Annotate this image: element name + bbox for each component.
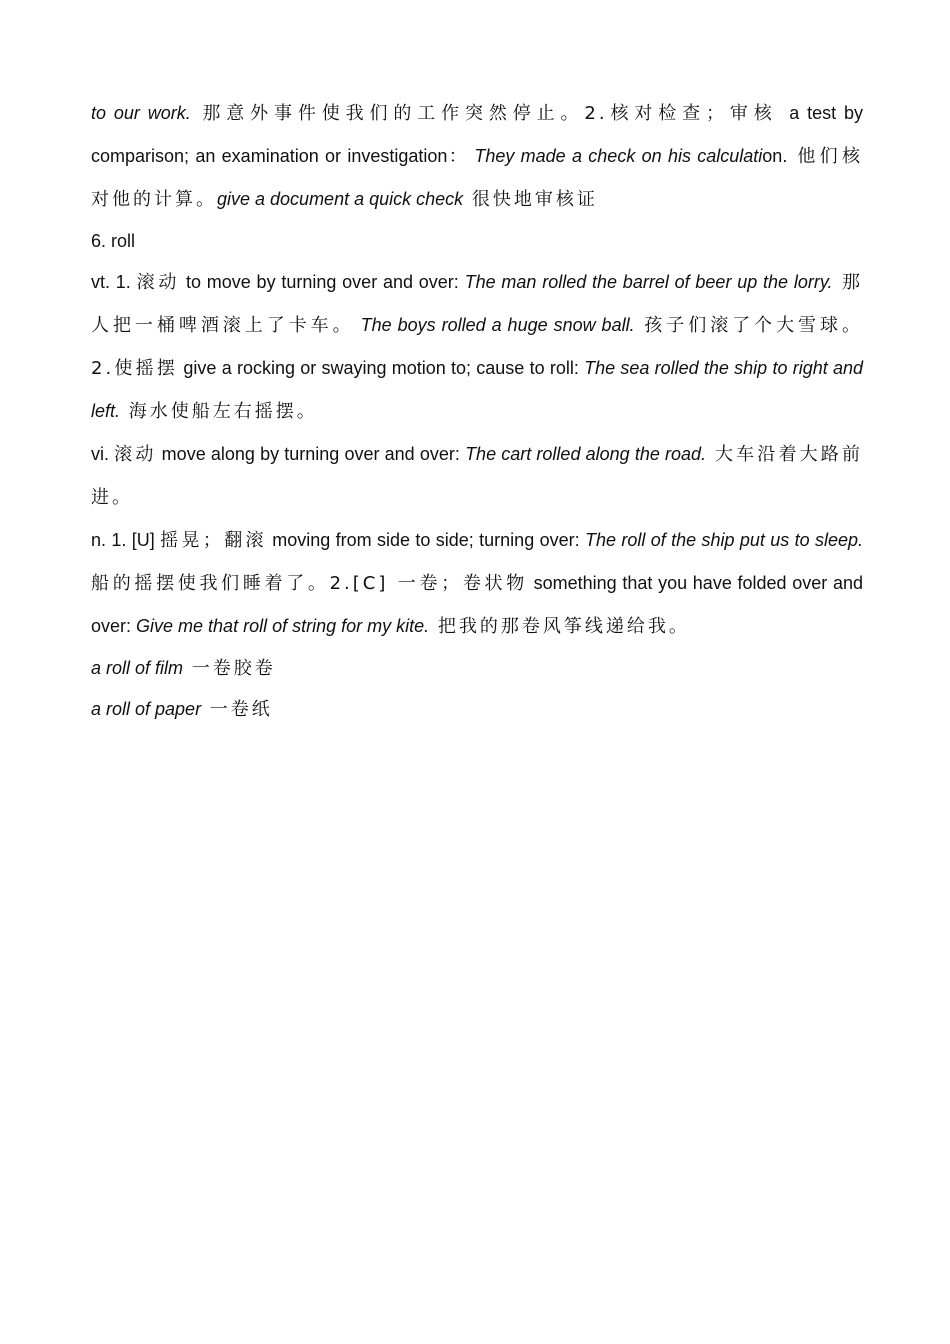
text-segment: 6. roll (91, 231, 136, 251)
text-segment: vt. 1. (91, 272, 137, 292)
phrase-roll-of-paper (91, 689, 863, 730)
text-segment: 那人把一桶啤酒滚上了卡车。 (91, 272, 864, 336)
text-segment: give a rocking or swaying motion to; cause to roll: (178, 358, 585, 378)
text-segment: move along by turning over and over: (156, 444, 466, 464)
text-segment: The boys rolled a huge snow ball. (360, 315, 635, 335)
text-segment: moving from side to side; turning over: (266, 530, 585, 550)
phrase-roll-of-film (91, 648, 863, 689)
text-segment: to our work. (91, 103, 191, 123)
paragraph-check-continued (91, 92, 863, 221)
text-segment: 海水使船左右摇摆。 (120, 401, 318, 422)
text-segment: Give me that roll of string for my kite. (136, 616, 430, 636)
text-segment: 摇晃；翻滚 (160, 530, 267, 551)
paragraph-roll-n (91, 519, 863, 648)
text-segment: 船的摇摆使我们睡着了。2.[C] 一卷；卷状物 (91, 573, 528, 594)
text-segment: 孩子们滚了个大雪球。 (634, 315, 863, 336)
heading-roll (91, 221, 863, 261)
document-page (91, 92, 863, 730)
text-segment: 他们核对他的计算。 (91, 146, 863, 210)
text-segment: 很快地审核证 (463, 189, 598, 210)
text-segment: 一卷纸 (201, 699, 273, 720)
text-segment: a test by comparison; an examination or investigation： (91, 103, 863, 166)
text-segment: 滚动 (136, 272, 181, 293)
text-segment: 大车沿着大路前进。 (91, 444, 863, 508)
text-segment: 把我的那卷风筝线递给我。 (429, 616, 690, 637)
text-segment: They made a check on his calculati (474, 146, 763, 166)
text-segment: 一卷胶卷 (183, 658, 276, 679)
paragraph-roll-vt (91, 261, 863, 433)
text-segment: The sea rolled the ship to right and left. (91, 358, 863, 421)
paragraph-roll-vi (91, 433, 863, 519)
text-segment: something that you have folded over and over: (91, 573, 863, 636)
text-segment: on. (762, 146, 788, 166)
text-segment: n. 1. [U] (91, 530, 161, 550)
text-segment: 那意外事件使我们的工作突然停止。2.核对检查；审核 (190, 103, 790, 124)
text-segment: give a document a quick check (217, 189, 464, 209)
text-segment: 滚动 (114, 444, 157, 465)
text-segment: 2.使摇摆 (91, 358, 179, 379)
text-segment: The roll of the ship put us to sleep. (584, 530, 863, 550)
text-segment: to move by turning over and over: (180, 272, 465, 292)
text-segment: The cart rolled along the road. (465, 444, 707, 464)
text-segment: vi. (91, 444, 115, 464)
text-segment: The man rolled the barrel of beer up the lorry. (464, 272, 833, 292)
text-segment: a roll of film (91, 658, 184, 678)
text-segment: a roll of paper (91, 699, 202, 719)
